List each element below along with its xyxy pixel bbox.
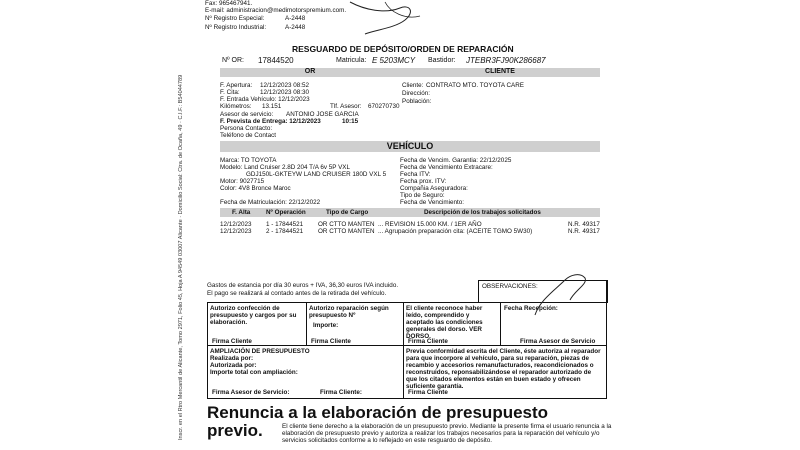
document-title: RESGUARDO DE DEPÓSITO/ORDEN DE REPARACIÓN [292, 44, 514, 54]
reg-industrial-label: Nº Registro Industrial: [205, 24, 267, 31]
fax-line: Fax: 965467941. [205, 0, 253, 7]
job-row-1-nr: N.R. 49317 [568, 221, 600, 228]
firma-cliente-3[interactable]: Firma Cliente [408, 338, 448, 345]
vehiculo-color: Color: 4V8 Bronce Maroc [220, 185, 291, 192]
job-row-1-alta: 12/12/2023 [220, 221, 252, 228]
condiciones-text: El cliente reconoce haber leído, comprendido y aceptado las condiciones generales del dorso. VER DORSO. [406, 305, 483, 340]
renuncia-title-1: Renuncia a la elaboración de presupuesto [207, 403, 549, 422]
bastidor-label: Bastidor: [428, 57, 456, 64]
section-or: OR [220, 68, 400, 77]
cita-label: F. Cita: [220, 89, 240, 96]
matricula-label: Matricula: [336, 57, 367, 64]
reg-industrial-value: A-2448 [285, 24, 306, 31]
previa-conformidad-text: Previa conformidad escrita del Cliente, éste autoriza al reparador para que incorpore al vehículo, para su reparación, piezas de recambio y accesorios remanufacturados, reacondicionados o reconstruidos, reponsabilizándose el reparador autorizado de que los citados elementos están en buen estado y ofrecen suficiente garantía. [406, 348, 601, 390]
firma-asesor-2[interactable]: Firma Asesor de Servicio: [212, 389, 290, 396]
section-vehiculo: VEHÍCULO [220, 141, 600, 152]
vehiculo-modelo: Modelo: Land Cruiser 2.8D 204 T/A 6v 5P VXL [220, 164, 350, 171]
asesor-label: Asesor de servicio: [220, 111, 274, 118]
autorizo-reparacion-text: Autorizo reparación según presupuesto Nº [309, 305, 389, 319]
observaciones-label: OBSERVACIONES: [482, 283, 538, 290]
apertura-value: 12/12/2023 08:52 [260, 82, 310, 89]
job-row-2-cargo: OR CTTO MANTEN [318, 228, 375, 235]
fecha-itv: Fecha ITV: [400, 171, 431, 178]
telefono-contacto: Teléfono de Contact [220, 132, 277, 139]
vehiculo-marca: Marca: TO TOYOTA [220, 157, 277, 164]
section-cliente: CLIENTE [400, 68, 600, 77]
fecha-extracare: Fecha de Vencimiento Extracare: [400, 164, 493, 171]
direccion-label: Dirección: [402, 90, 430, 97]
tlf-asesor-label: Tlf. Asesor: [330, 103, 362, 110]
reg-especial-value: A-2448 [285, 15, 306, 22]
cita-value: 12/12/2023 08:30 [260, 89, 310, 96]
persona-contacto: Persona Contacto: [220, 125, 273, 132]
matricula-value: E 5203MCY [372, 56, 416, 65]
vehiculo-modelo-2: GDJ150L-GKTEYW LAND CRUISER 180D VXL 5 [246, 171, 387, 178]
apertura-label: F. Apertura: [220, 82, 253, 89]
fecha-recepcion-label: Fecha Recepción: [504, 305, 558, 312]
estancia-line-1: Gastos de estancia por día 30 euros + IVA, 36,30 euros IVA incluido. [207, 282, 399, 289]
prevista-entrega: F. Prevista de Entrega: 12/12/2023 [220, 118, 321, 125]
jobs-header-descripcion: Descripción de los trabajos solicitados [424, 209, 541, 216]
job-row-1-desc: ... REVISION 15.000 KM. / 1ER AÑO [378, 221, 482, 228]
fecha-prox-itv: Fecha prox. ITV: [400, 178, 447, 185]
autorizo-confeccion-text: Autorizo confección de presupuesto y cargos por su elaboración. [210, 305, 297, 326]
or-number-value: 17844520 [258, 56, 294, 65]
km-value: 13.151 [262, 103, 282, 110]
job-row-2-alta: 12/12/2023 [220, 228, 252, 235]
autorizada-por: Autorizada por: [210, 362, 257, 369]
realizada-por: Realizada por: [210, 355, 254, 362]
reg-especial-label: Nº Registro Especial: [205, 15, 265, 22]
firma-cliente-2[interactable]: Firma Cliente [311, 338, 351, 345]
bastidor-value: JTEBR3FJ90K286687 [466, 56, 546, 65]
estancia-line-2: El pago se realizará al contado antes de la retirada del vehículo. [207, 290, 387, 297]
renuncia-text: El cliente tiene derecho a la elaboración de un presupuesto previo. Mediante la presente firma el usuario renuncia a la elaboración de presupuesto previo y autoriza a realizar los trabajos necesarios para la reparación del vehículo y/o servicios solicitados conforme a lo reflejado en este resguardo de depósito. [282, 423, 612, 444]
firma-cliente-5[interactable]: Firma Cliente [408, 389, 448, 396]
fecha-vencimiento: Fecha de Vencimiento: [400, 199, 465, 206]
job-row-1-cargo: OR CTTO MANTEN [318, 221, 375, 228]
fecha-garantia: Fecha de Vencim. Garantia: 22/12/2025 [400, 157, 512, 164]
or-number-label: Nº OR: [222, 57, 245, 64]
importe-total: Importe total con ampliación: [210, 369, 298, 376]
asesor-value: ANTONIO JOSE GARCIA [286, 111, 359, 118]
firma-cliente-1[interactable]: Firma Cliente [212, 338, 252, 345]
jobs-header-alta: F. Alta [232, 209, 251, 216]
tipo-seguro: Tipo de Seguro: [400, 192, 445, 199]
compania-aseguradora: Compañia Aseguradora: [400, 185, 468, 192]
importe-label: Importe: [313, 322, 339, 329]
job-row-2-desc: ... Agrupación preparación cita: (ACEITE TGMO 5W30) [378, 228, 533, 235]
entrada-vehiculo: F. Entrada Vehículo: 12/12/2023 [220, 96, 310, 103]
jobs-header-operacion: Nº Operación [266, 209, 306, 216]
signature-scribble [345, 0, 425, 36]
job-row-2-nr: N.R. 49317 [568, 228, 600, 235]
km-label: Kilómetros: [220, 103, 252, 110]
email-line: E-mail: administracion@medimotorspremium.com. [205, 7, 347, 14]
firma-cliente-4[interactable]: Firma Cliente: [320, 389, 362, 396]
tlf-asesor-value: 670270730 [368, 103, 400, 110]
ampliacion-title: AMPLIACIÓN DE PRESUPUESTO [210, 348, 310, 355]
prevista-hora: 10:15 [342, 118, 359, 125]
cliente-label: Cliente: [402, 82, 424, 89]
signature-scribble-2 [530, 270, 590, 320]
renuncia-title-2: previo. [207, 421, 263, 440]
job-row-1-op: 1 - 17844521 [266, 221, 304, 228]
firma-asesor-1[interactable]: Firma Asesor de Servicio [520, 338, 596, 345]
job-row-2-op: 2 - 17844521 [266, 228, 304, 235]
side-legal-text: Inscr. en el Rtro Mercantil de Alicante, Tomo 2971, Folio 45, Hoja A 94549 03007 Alicante · Domicilio Social: Ctra. de Ocaña, 49 · C.I.F.: B54044789 [178, 74, 184, 440]
poblacion-label: Población: [402, 98, 432, 105]
fecha-matriculacion: Fecha de Matriculación: 22/12/2022 [220, 199, 321, 206]
cliente-value: CONTRATO MTO. TOYOTA CARE [426, 82, 524, 89]
vehiculo-motor: Motor: 9027715 [220, 178, 265, 185]
jobs-header-cargo: Tipo de Cargo [326, 209, 369, 216]
